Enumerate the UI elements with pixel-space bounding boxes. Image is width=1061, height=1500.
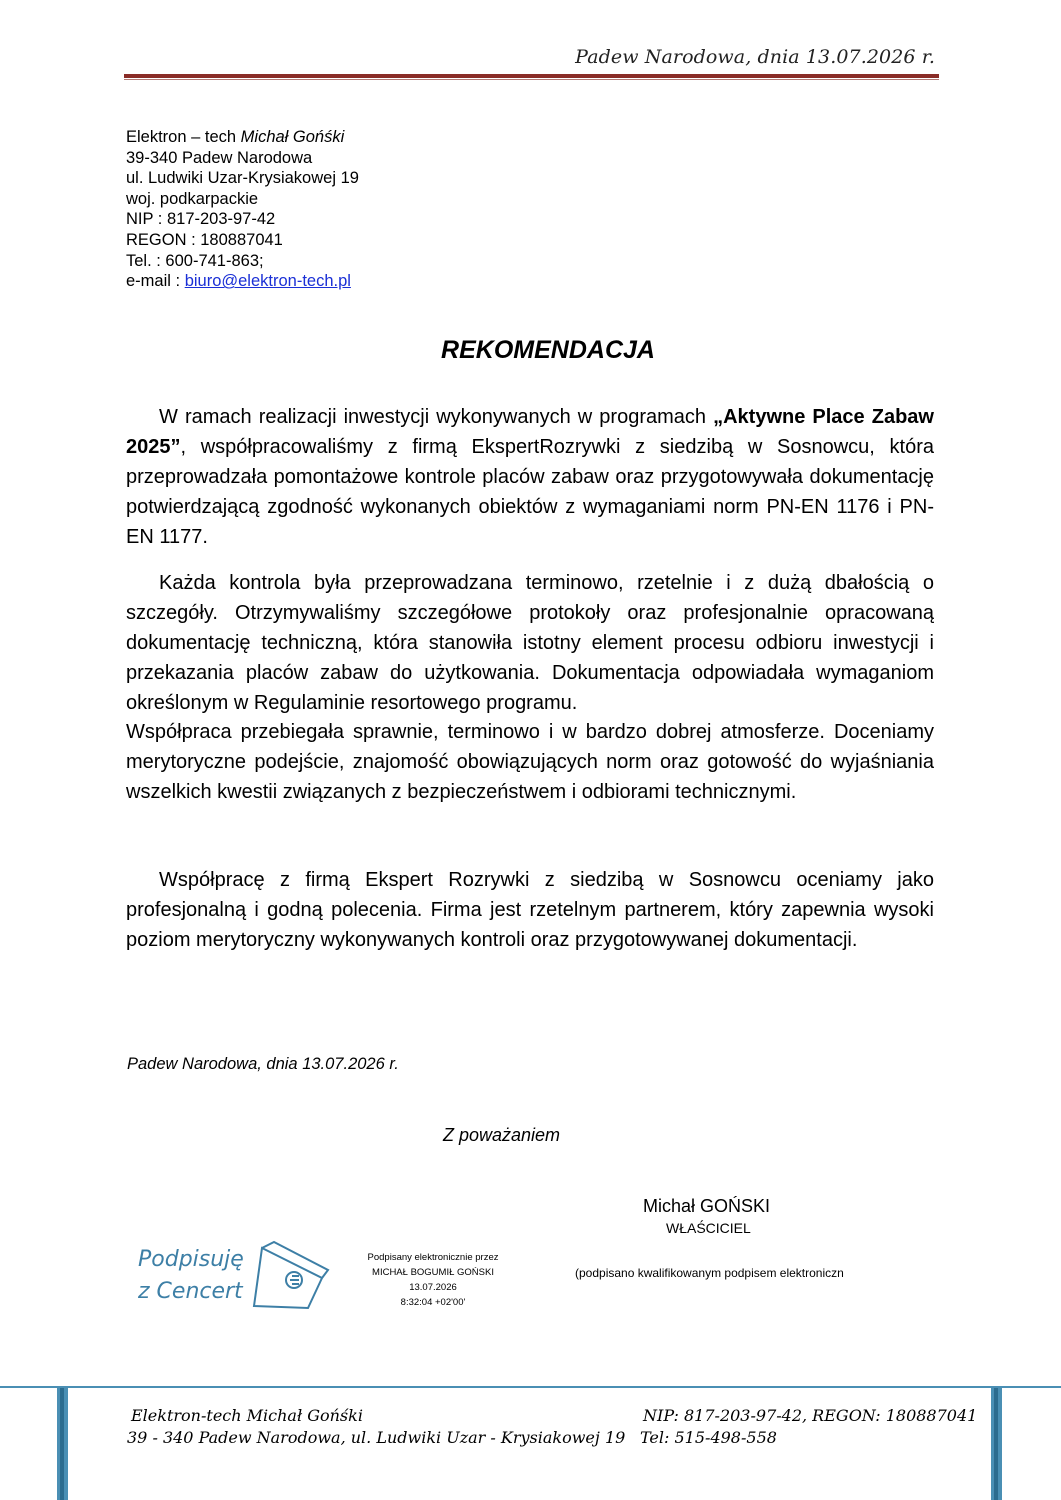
document-title: REKOMENDACJA [441, 336, 655, 364]
footer-company: Elektron-tech Michał Gońśki [131, 1406, 363, 1425]
closing-phrase: Z poważaniem [443, 1125, 561, 1145]
sender-company [126, 127, 359, 148]
sender-regon: REGON : 180887041 [126, 230, 283, 249]
signed-date: 13.07.2026 [409, 1282, 457, 1293]
signed-time: 8:32:04 +02'00' [400, 1297, 466, 1308]
cencert-logo-graphic [136, 1238, 336, 1316]
paragraph-1-text-b: , współpracowaliśmy z firmą EkspertRozrywki z siedzibą w Sosnowcu, która przeprowadzała pomontażowe kontrole placów zabaw oraz przygotowywała dokumentację potwierdzającą zgodność wykonanych obiektów z wymaganiami norm PN-EN 1176 i PN-EN 1177. [126, 436, 934, 548]
header-rule [124, 74, 939, 78]
footer-address: 39 - 340 Padew Narodowa, ul. Ludwiki Uzar - Krysiakowej 19 [127, 1428, 626, 1447]
logo-text-line2: z Cencert [138, 1279, 243, 1304]
place-date: Padew Narodowa, dnia 13.07.2026 r. [127, 1055, 399, 1073]
footer-ids: NIP: 817-203-97-42, REGON: 180887041 [643, 1406, 978, 1425]
sender-email-link[interactable]: biuro@elektron-tech.pl [184, 272, 351, 291]
cencert-logo [136, 1238, 336, 1316]
footer-bar-left-inner [60, 1388, 64, 1500]
header-date: Padew Narodowa, dnia 13.07.2026 r. [575, 46, 935, 68]
sender-email-row [126, 271, 359, 292]
sender-region: woj. podkarpackie [126, 189, 259, 208]
paragraph-1-text-a: W ramach realizacji inwestycji wykonywanych w programach [159, 406, 714, 428]
paragraph-4 [126, 865, 934, 955]
sender-street: ul. Ludwiki Uzar-Krysiakowej 19 [126, 169, 359, 188]
paragraph-3: Współpraca przebiegała sprawnie, terminowo i w bardzo dobrej atmosferze. Doceniamy merytoryczne podejście, znajomość obowiązujących norm oraz gotowość do wyjaśniania wszelkich kwestii związanych z bezpieczeństwem i odbiorami technicznymi. [126, 721, 934, 803]
signature-details [358, 1250, 508, 1310]
signed-by-label: Podpisany elektronicznie przez [367, 1252, 499, 1263]
signature-note: (podpisano kwalifikowanym podpisem elektroniczn [575, 1266, 844, 1280]
sender-nip: NIP : 817-203-97-42 [126, 210, 276, 229]
signer-role: WŁAŚCICIEL [666, 1220, 751, 1236]
sender-postal: 39-340 Padew Narodowa [126, 148, 313, 167]
signer-name: Michał GOŃSKI [643, 1196, 771, 1216]
paragraph-1 [126, 402, 934, 552]
footer-phone: Tel: 515-498-558 [640, 1428, 777, 1447]
sender-address-block [126, 127, 359, 292]
signed-by-name: MICHAŁ BOGUMIŁ GOŃSKI [372, 1267, 494, 1278]
sender-email-label: e-mail : [126, 272, 185, 291]
pen-nib-icon [254, 1242, 328, 1308]
paragraph-2 [126, 568, 934, 718]
logo-text-line1: Podpisuję [138, 1247, 244, 1272]
paragraph-2-text: Każda kontrola była przeprowadzana terminowo, rzetelnie i z dużą dbałością o szczegóły. Otrzymywaliśmy szczegółowe protokoły oraz profesjonalnie opracowaną dokumentację techniczną, która stanowiła istotny element procesu odbioru inwestycji i przekazania placów zabaw do użytkowania. Dokumentacja odpowiadała wymaganiom określonym w Regulaminie resortowego programu. [126, 572, 934, 714]
footer-bar-right-inner [994, 1388, 998, 1500]
sender-owner: Michał Gońśki [240, 128, 345, 146]
footer-rule [0, 1386, 1061, 1388]
paragraph-4-text: Współpracę z firmą Ekspert Rozrywki z siedzibą w Sosnowcu oceniamy jako profesjonalną i godną polecenia. Firma jest rzetelnym partnerem, który zapewnia wysoki poziom merytoryczny wykonywanych kontroli oraz przygotowywanej dokumentacji. [126, 869, 934, 951]
header-rule-thin [124, 79, 939, 80]
sender-company-name: Elektron – tech [126, 128, 241, 146]
sender-tel: Tel. : 600-741-863; [126, 251, 264, 270]
program-name: „Aktywne Place Zabaw 2025” [126, 406, 934, 458]
